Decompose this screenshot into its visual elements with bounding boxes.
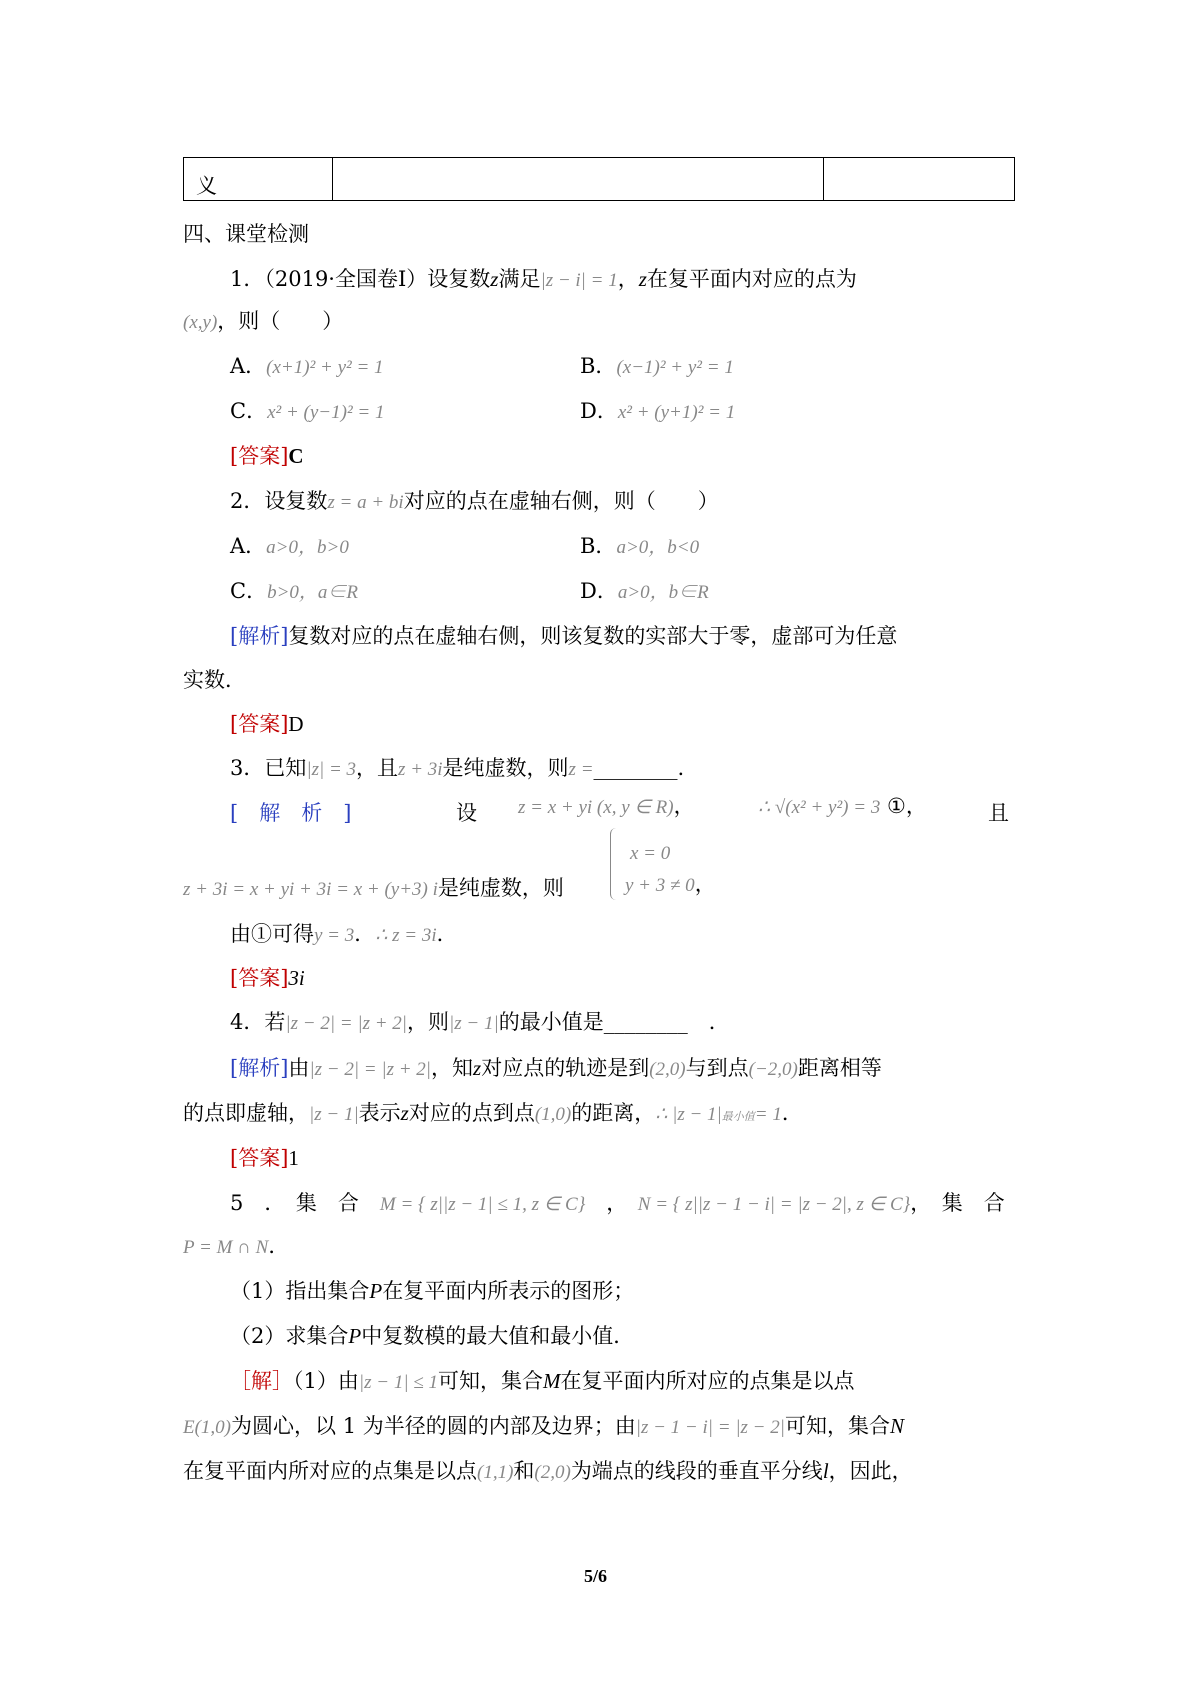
q5-part-2: （2）求集合P中复数模的最大值和最小值． xyxy=(230,1324,635,1348)
q5-solution: ［解］（1）由|z − 1| ≤ 1可知，集合M在复平面内所对应的点集是以点 xyxy=(230,1369,855,1393)
table-cell xyxy=(824,158,1015,201)
q4-stem: 4．若|z − 2| = |z + 2|，则|z − 1|的最小值是________ ． xyxy=(230,1010,730,1034)
system-eq-2: y + 3 ≠ 0， xyxy=(625,872,716,896)
q4-answer: [答案]1 xyxy=(230,1146,299,1170)
option-c: C．x² + (y−1)² = 1 xyxy=(230,399,385,423)
table-row xyxy=(184,158,1015,201)
option-d: D．x² + (y+1)² = 1 xyxy=(580,399,736,423)
page-number: 5/6 xyxy=(583,1566,607,1586)
q4-analysis-2: 的点即虚轴，|z − 1|表示z对应的点到点(1,0)的距离，∴ |z − 1|最小值= 1． xyxy=(183,1101,803,1125)
q5-stem-2: P = M ∩ N． xyxy=(183,1234,290,1258)
q3-line-4: 由①可得y = 3．∴ z = 3i． xyxy=(230,922,458,946)
q1-stem: 1．（2019·全国卷Ⅰ）设复数z满足|z − i| = 1，z在复平面内对应的点为 xyxy=(230,267,857,291)
option-b: B．a>0，b<0 xyxy=(580,534,700,558)
q2-analysis-2: 实数． xyxy=(183,668,246,692)
q2-stem: 2．设复数z = a + bi对应的点在虚轴右侧，则（ ） xyxy=(230,489,719,513)
q3-stem: 3．已知|z| = 3，且z + 3i是纯虚数，则z =________. xyxy=(230,756,685,780)
q3-analysis-tag: [ 解 析 ] xyxy=(230,801,352,825)
summary-table xyxy=(183,157,1015,201)
option-d: D．a>0，b∈R xyxy=(580,579,709,603)
q3-line-3: z + 3i = x + yi + 3i = x + (y+3) i是纯虚数，则 xyxy=(183,876,564,900)
q1-stem-2: (x,y)，则（ ） xyxy=(183,309,344,333)
option-a: A．a>0，b>0 xyxy=(230,534,349,558)
system-brace xyxy=(610,828,621,900)
q2-analysis: [解析]复数对应的点在虚轴右侧，则该复数的实部大于零，虚部可为任意 xyxy=(230,624,898,648)
table-cell: 义 xyxy=(184,158,333,201)
q5-part-1: （1）指出集合P在复平面内所表示的图形； xyxy=(230,1279,635,1303)
q1-answer: [答案]C xyxy=(230,444,304,468)
system-eq-1: x = 0 xyxy=(630,843,671,864)
q3-qie: 且 xyxy=(988,801,1009,825)
table-cell xyxy=(333,158,824,201)
q2-answer: [答案]D xyxy=(230,712,304,736)
q3-expr: z = x + yi (x, y ∈ R)， xyxy=(518,794,695,818)
q3-answer: [答案]3i xyxy=(230,966,305,990)
option-a: A．(x+1)² + y² = 1 xyxy=(230,354,384,378)
q3-she: 设 xyxy=(456,801,477,825)
q4-analysis: [解析]由|z − 2| = |z + 2|，知z对应点的轨迹是到(2,0)与到点(−2,0)距离相等 xyxy=(230,1056,882,1080)
q5-stem: 5 ． 集 合 M = { z||z − 1| ≤ 1, z ∈ C} ， N = { z||z − 1 − i| = |z − 2|, z ∈ C}， 集 合 xyxy=(230,1191,1005,1215)
option-b: B．(x−1)² + y² = 1 xyxy=(580,354,734,378)
q5-solution-2: E(1,0)为圆心，以 1 为半径的圆的内部及边界；由|z − 1 − i| = |z − 2|可知，集合N xyxy=(183,1414,904,1438)
q5-solution-3: 在复平面内所对应的点集是以点(1,1)和(2,0)为端点的线段的垂直平分线l，因此， xyxy=(183,1459,913,1483)
section-title: 四、课堂检测 xyxy=(183,222,309,246)
option-c: C．b>0，a∈R xyxy=(230,579,359,603)
q3-expr-2: ∴ √(x² + y²) = 3 ①， xyxy=(758,794,927,818)
